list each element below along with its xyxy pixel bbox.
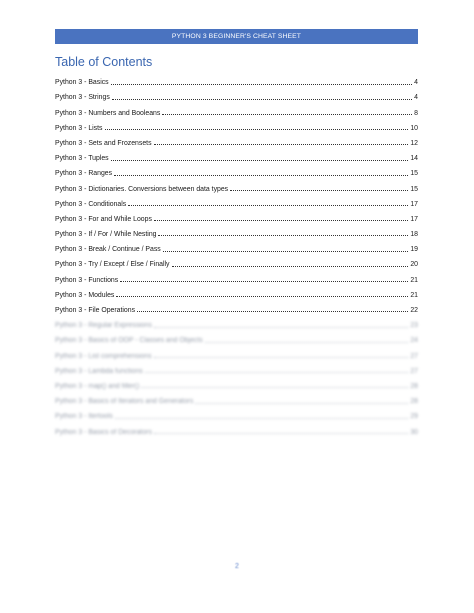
- toc-dot-leader: [154, 144, 409, 145]
- toc-entry-page: 4: [414, 79, 418, 87]
- toc-entry[interactable]: [55, 223, 418, 238]
- toc-entry-label: Python 3 - Itertools: [55, 413, 113, 421]
- toc-entry-label: Python 3 - Ranges: [55, 170, 113, 178]
- toc-dot-leader: [128, 205, 408, 206]
- table-of-contents: [55, 71, 418, 436]
- toc-entry-page: 27: [410, 352, 418, 360]
- toc-dot-leader: [230, 190, 408, 191]
- toc-entry-page: 15: [410, 170, 418, 178]
- toc-entry[interactable]: [55, 117, 418, 132]
- toc-entry-blurred[interactable]: [55, 405, 418, 420]
- toc-entry-page: 12: [410, 139, 418, 147]
- toc-entry-page: 23: [410, 322, 418, 330]
- toc-dot-leader: [114, 175, 408, 176]
- toc-dot-leader: [116, 296, 408, 297]
- toc-dot-leader: [154, 433, 408, 434]
- toc-entry[interactable]: [55, 147, 418, 162]
- toc-entry-blurred[interactable]: [55, 344, 418, 359]
- toc-dot-leader: [163, 251, 409, 252]
- toc-entry-label: Python 3 - Try / Except / Else / Finally: [55, 261, 170, 269]
- toc-dot-leader: [111, 160, 409, 161]
- toc-entry-page: 29: [410, 413, 418, 421]
- toc-entry-label: Python 3 - Basics of OOP - Classes and Objects: [55, 337, 203, 345]
- toc-dot-leader: [145, 372, 409, 373]
- toc-entry-page: 8: [414, 109, 418, 117]
- toc-entry-label: Python 3 - Basics of Decorators: [55, 428, 152, 436]
- toc-entry-page: 14: [410, 155, 418, 163]
- toc-entry-page: 21: [410, 276, 418, 284]
- toc-entry-label: Python 3 - Strings: [55, 94, 110, 102]
- toc-dot-leader: [137, 311, 408, 312]
- toc-entry-blurred[interactable]: [55, 375, 418, 390]
- toc-entry-label: Python 3 - List comprehensions: [55, 352, 152, 360]
- toc-entry-blurred[interactable]: [55, 329, 418, 344]
- toc-entry-label: Python 3 - For and While Loops: [55, 215, 152, 223]
- toc-entry[interactable]: [55, 253, 418, 268]
- toc-entry[interactable]: [55, 162, 418, 177]
- toc-entry[interactable]: [55, 193, 418, 208]
- document-header-bar: [55, 29, 418, 44]
- toc-entry-page: 10: [410, 124, 418, 132]
- toc-entry[interactable]: [55, 208, 418, 223]
- toc-entry-page: 28: [410, 398, 418, 406]
- toc-entry-label: Python 3 - Sets and Frozensets: [55, 139, 152, 147]
- toc-dot-leader: [112, 99, 412, 100]
- toc-title: Table of Contents: [55, 55, 153, 69]
- toc-entry[interactable]: [55, 86, 418, 101]
- toc-entry-page: 17: [410, 200, 418, 208]
- toc-entry-blurred[interactable]: [55, 360, 418, 375]
- toc-entry-label: Python 3 - Numbers and Booleans: [55, 109, 161, 117]
- toc-entry-blurred[interactable]: [55, 420, 418, 435]
- toc-entry-page: 4: [414, 94, 418, 102]
- toc-dot-leader: [115, 418, 408, 419]
- toc-entry-label: Python 3 - Lambda functions: [55, 367, 143, 375]
- toc-dot-leader: [162, 114, 412, 115]
- toc-dot-leader: [154, 220, 408, 221]
- toc-dot-leader: [141, 387, 408, 388]
- toc-entry-label: Python 3 - Dictionaries. Conversions between data types: [55, 185, 229, 193]
- toc-entry-label: Python 3 - Break / Continue / Pass: [55, 246, 161, 254]
- toc-entry-label: Python 3 - Regular Expressions: [55, 322, 152, 330]
- toc-entry-page: 19: [410, 246, 418, 254]
- toc-dot-leader: [158, 235, 408, 236]
- toc-entry-page: 20: [410, 261, 418, 269]
- toc-entry-page: 22: [410, 307, 418, 314]
- toc-entry-page: 21: [410, 291, 418, 299]
- toc-entry[interactable]: [55, 177, 418, 192]
- toc-entry-label: Python 3 - File Operations: [55, 307, 136, 314]
- toc-dot-leader: [120, 281, 408, 282]
- toc-entry[interactable]: [55, 299, 418, 314]
- toc-entry[interactable]: [55, 101, 418, 116]
- toc-entry-label: Python 3 - Modules: [55, 291, 115, 299]
- toc-dot-leader: [154, 327, 408, 328]
- page-number: 2: [235, 563, 239, 570]
- toc-entry[interactable]: [55, 268, 418, 283]
- toc-dot-leader: [111, 84, 413, 85]
- toc-entry-label: Python 3 - Conditionals: [55, 200, 127, 208]
- toc-entry[interactable]: [55, 284, 418, 299]
- toc-entry-label: Python 3 - map() and filter(): [55, 382, 140, 390]
- document-header-title: PYTHON 3 BEGINNER'S CHEAT SHEET: [171, 33, 302, 40]
- toc-entry-label: Python 3 - If / For / While Nesting: [55, 231, 157, 239]
- toc-entry-page: 15: [410, 185, 418, 193]
- toc-entry[interactable]: [55, 132, 418, 147]
- toc-entry-label: Python 3 - Functions: [55, 276, 119, 284]
- toc-entry-label: Python 3 - Lists: [55, 124, 103, 132]
- toc-dot-leader: [205, 342, 409, 343]
- toc-dot-leader: [105, 129, 409, 130]
- toc-entry[interactable]: [55, 238, 418, 253]
- toc-entry-label: Python 3 - Tuples: [55, 155, 109, 163]
- toc-entry[interactable]: [55, 71, 418, 86]
- toc-dot-leader: [154, 357, 409, 358]
- toc-entry-blurred[interactable]: [55, 390, 418, 405]
- toc-entry-page: 17: [410, 215, 418, 223]
- toc-entry-page: 24: [410, 337, 418, 345]
- toc-entry-page: 30: [410, 428, 418, 436]
- toc-entry-blurred[interactable]: [55, 314, 418, 329]
- toc-entry-page: 27: [410, 367, 418, 375]
- toc-entry-label: Python 3 - Basics: [55, 79, 109, 87]
- toc-entry-page: 18: [410, 231, 418, 239]
- toc-dot-leader: [172, 266, 409, 267]
- toc-entry-label: Python 3 - Basics of Iterators and Generators: [55, 398, 194, 406]
- toc-dot-leader: [195, 403, 408, 404]
- toc-entry-page: 28: [410, 382, 418, 390]
